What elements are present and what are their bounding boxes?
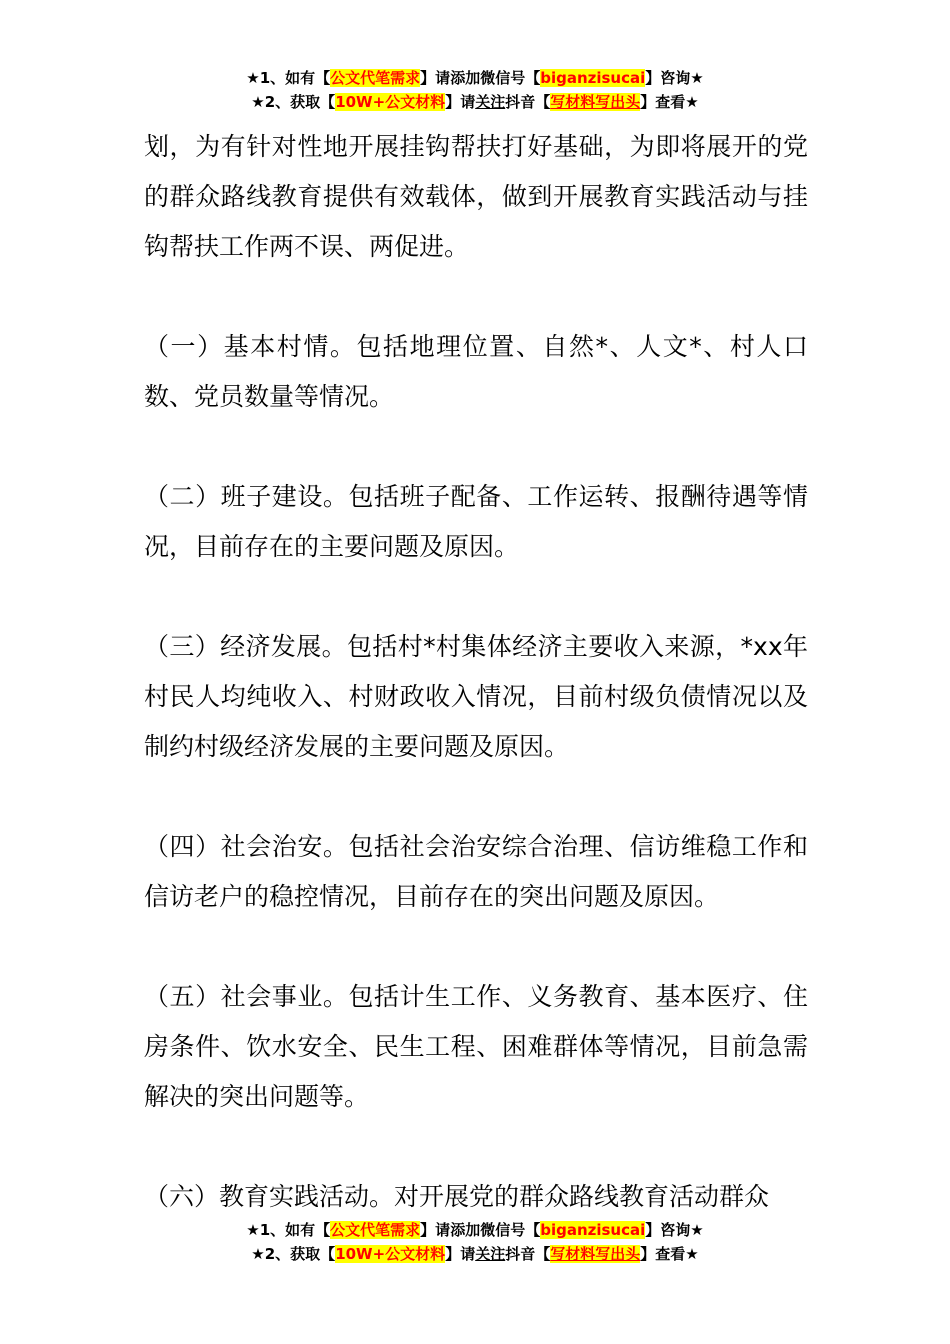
paragraph: （五）社会事业。包括计生工作、义务教育、基本医疗、住房条件、饮水安全、民生工程、困难群体等情况，目前急需解决的突出问题等。 [144,982,808,1111]
banner-line-1 [0,66,950,90]
banner-highlight: 公文代笔需求 [330,69,421,87]
banner-line-2 [0,90,950,114]
banner-highlight: biganzisucai [540,69,646,87]
banner-text: ★2、获取【 [251,93,336,111]
banner-text: 】请 [420,69,451,87]
banner-text: ★1、如有【 [246,69,331,87]
paragraph: （一）基本村情。包括地理位置、自然*、人文*、村人口数、党员数量等情况。 [144,332,808,411]
banner-line-1 [0,1218,950,1242]
banner-text: 】请 [445,1245,476,1263]
banner-text: 微信号【 [480,69,541,87]
banner-highlight: 10W+公文材料 [335,93,446,111]
banner-text: 微信号【 [480,1221,541,1239]
paragraph: （四）社会治安。包括社会治安综合治理、信访维稳工作和信访老户的稳控情况，目前存在的突出问题及原因。 [144,832,808,911]
banner-highlight: 公文代笔需求 [330,1221,421,1239]
banner-highlight: 10W+公文材料 [335,1245,446,1263]
paragraph: 划，为有针对性地开展挂钩帮扶打好基础，为即将展开的党的群众路线教育提供有效载体，做到开展教育实践活动与挂钩帮扶工作两不误、两促进。 [144,132,808,261]
banner-text: 抖音【 [505,1245,551,1263]
banner-text: ★1、如有【 [246,1221,331,1239]
paragraph: （二）班子建设。包括班子配备、工作运转、报酬待遇等情况，目前存在的主要问题及原因。 [144,482,808,561]
paragraph: （三）经济发展。包括村*村集体经济主要收入来源，*xx年村民人均纯收入、村财政收入情况，目前村级负债情况以及制约村级经济发展的主要问题及原因。 [144,632,808,761]
banner-highlight: 写材料写出头 [550,93,641,111]
banner-text: 添加 [450,69,481,87]
header-banner [0,66,950,114]
banner-line-2 [0,1242,950,1266]
banner-highlight: biganzisucai [540,1221,646,1239]
banner-highlight: 写材料写出头 [550,1245,641,1263]
banner-text: 】查看★ [640,1245,699,1263]
banner-text: 】请 [445,93,476,111]
banner-text: 关注 [475,93,506,111]
banner-text: 添加 [450,1221,481,1239]
banner-text: 抖音【 [505,93,551,111]
paragraph: （六）教育实践活动。对开展党的群众路线教育活动群众 [144,1182,770,1211]
banner-text: 】请 [420,1221,451,1239]
banner-text: ★2、获取【 [251,1245,336,1263]
banner-text: 关注 [475,1245,506,1263]
banner-text: 】查看★ [640,93,699,111]
banner-text: 】咨询★ [645,69,704,87]
document-body [144,122,808,1272]
footer-banner [0,1218,950,1266]
banner-text: 】咨询★ [645,1221,704,1239]
